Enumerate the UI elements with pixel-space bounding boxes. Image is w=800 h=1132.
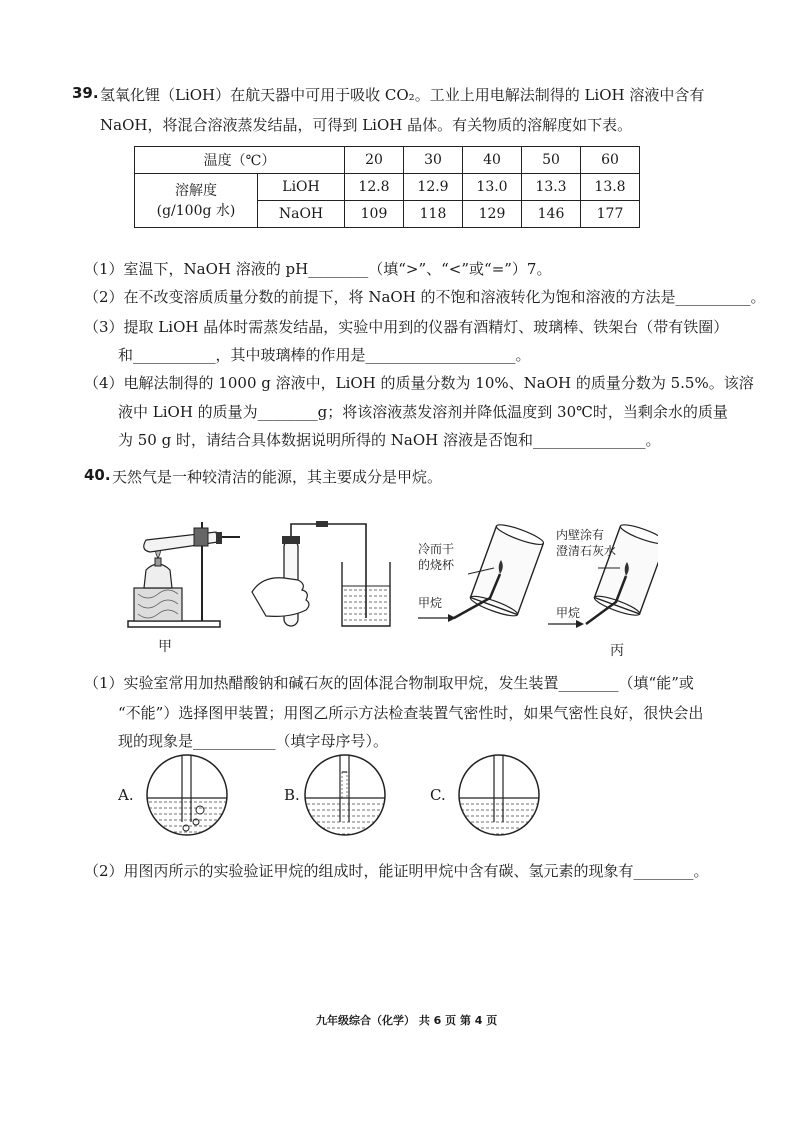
question-39-part2: （2）在不改变溶质质量分数的前提下，将 NaOH 的不饱和溶液转化为饱和溶液的方法是__________。 xyxy=(84,288,766,306)
beaker2-label-line1: 内壁涂有 xyxy=(556,528,605,542)
table-cell: 12.9 xyxy=(404,174,463,201)
row-name-naoh: NaOH xyxy=(258,201,345,228)
table-cell: 12.8 xyxy=(345,174,404,201)
hand xyxy=(252,578,309,617)
apparatus-jia-figure xyxy=(124,510,244,630)
table-cell: 177 xyxy=(581,201,640,228)
question-39-part4-line2: 液中 LiOH 的质量为________g；将该溶液蒸发溶剂并降低温度到 30℃时，当剩余水的质量 xyxy=(118,403,728,421)
methane-label-2: 甲烷 xyxy=(556,606,581,620)
question-39-part1: （1）室温下，NaOH 溶液的 pH________（填“>”、“<”或“=”）7。 xyxy=(84,260,552,278)
methane-label-1: 甲烷 xyxy=(418,596,443,610)
question-39-line2: NaOH，将混合溶液蒸发结晶，可得到 LiOH 晶体。有关物质的溶解度如下表。 xyxy=(100,116,633,134)
question-39-part3-line1: （3）提取 LiOH 晶体时需蒸发结晶，实验中用到的仪器有酒精灯、玻璃棒、铁架台（带有铁圈） xyxy=(84,318,729,336)
option-b-figure xyxy=(302,752,388,838)
temp-cell: 20 xyxy=(345,147,404,174)
question-39-part4-line3: 为 50 g 时，请结合具体数据说明所得的 NaOH 溶液是否饱和_______________。 xyxy=(118,431,661,449)
temp-cell: 40 xyxy=(463,147,522,174)
stand-base xyxy=(128,621,220,627)
option-b-label: B. xyxy=(284,786,300,804)
clamp xyxy=(194,528,208,546)
table-cell: 13.8 xyxy=(581,174,640,201)
beaker1-label-line1: 冷而干 xyxy=(418,542,455,556)
figure-label-bing: 丙 xyxy=(610,643,624,659)
solubility-label xyxy=(135,174,258,228)
apparatus-bing-figure xyxy=(398,510,658,645)
temp-cell: 50 xyxy=(522,147,581,174)
temp-header: 温度（℃） xyxy=(135,147,345,174)
temp-cell: 30 xyxy=(404,147,463,174)
solubility-table xyxy=(134,146,640,228)
option-c-figure xyxy=(456,752,542,838)
question-40-part1-line3: 现的现象是___________（填字母序号）。 xyxy=(118,732,389,750)
solubility-label-line1: 溶解度 xyxy=(175,182,217,199)
table-cell: 129 xyxy=(463,201,522,228)
solubility-label-line2: (g/100g 水) xyxy=(156,202,236,219)
table-cell: 118 xyxy=(404,201,463,228)
option-a-label: A. xyxy=(118,786,134,804)
row-name-lioh: LiOH xyxy=(258,174,345,201)
question-40-intro: 天然气是一种较清洁的能源，其主要成分是甲烷。 xyxy=(112,468,443,486)
question-40-part2: （2）用图丙所示的实验验证甲烷的组成时，能证明甲烷中含有碳、氢元素的现象有________。 xyxy=(84,862,709,880)
question-40-part1-line2: “不能”）选择图甲装置；用图乙所示方法检查装置气密性时，如果气密性良好，很快会出 xyxy=(118,704,704,722)
stopper xyxy=(282,536,300,544)
table-cell: 146 xyxy=(522,201,581,228)
question-39-line1: 氢氧化锂（LiOH）在航天器中可用于吸收 CO₂。工业上用电解法制得的 LiOH 溶液中含有 xyxy=(100,86,705,104)
stopper xyxy=(216,532,222,544)
table-cell: 13.3 xyxy=(522,174,581,201)
figure-label-jia: 甲 xyxy=(158,639,172,655)
alcohol-lamp xyxy=(144,564,172,588)
option-a-figure xyxy=(144,752,230,838)
question-39-part4-line1: （4）电解法制得的 1000 g 溶液中，LiOH 的质量分数为 10%、NaOH 的质量分数为 5.5%。该溶 xyxy=(84,374,754,392)
page-footer: 九年级综合（化学） 共 6 页 第 4 页 xyxy=(316,1014,498,1027)
temp-cell: 60 xyxy=(581,147,640,174)
question-39-number: 39. xyxy=(72,84,99,102)
apparatus-yi-figure xyxy=(248,518,398,630)
table-cell: 109 xyxy=(345,201,404,228)
table-cell: 13.0 xyxy=(463,174,522,201)
option-c-label: C. xyxy=(430,786,446,804)
beaker1-label-line2: 的烧杯 xyxy=(418,558,455,572)
beaker2-label-line2: 澄清石灰水 xyxy=(556,544,617,558)
question-40-number: 40. xyxy=(84,466,111,484)
question-39-part3-line2: 和___________，其中玻璃棒的作用是____________________。 xyxy=(118,346,531,364)
question-40-part1-line1: （1）实验室常用加热醋酸钠和碱石灰的固体混合物制取甲烷，发生装置________（填“能”或 xyxy=(84,674,694,692)
